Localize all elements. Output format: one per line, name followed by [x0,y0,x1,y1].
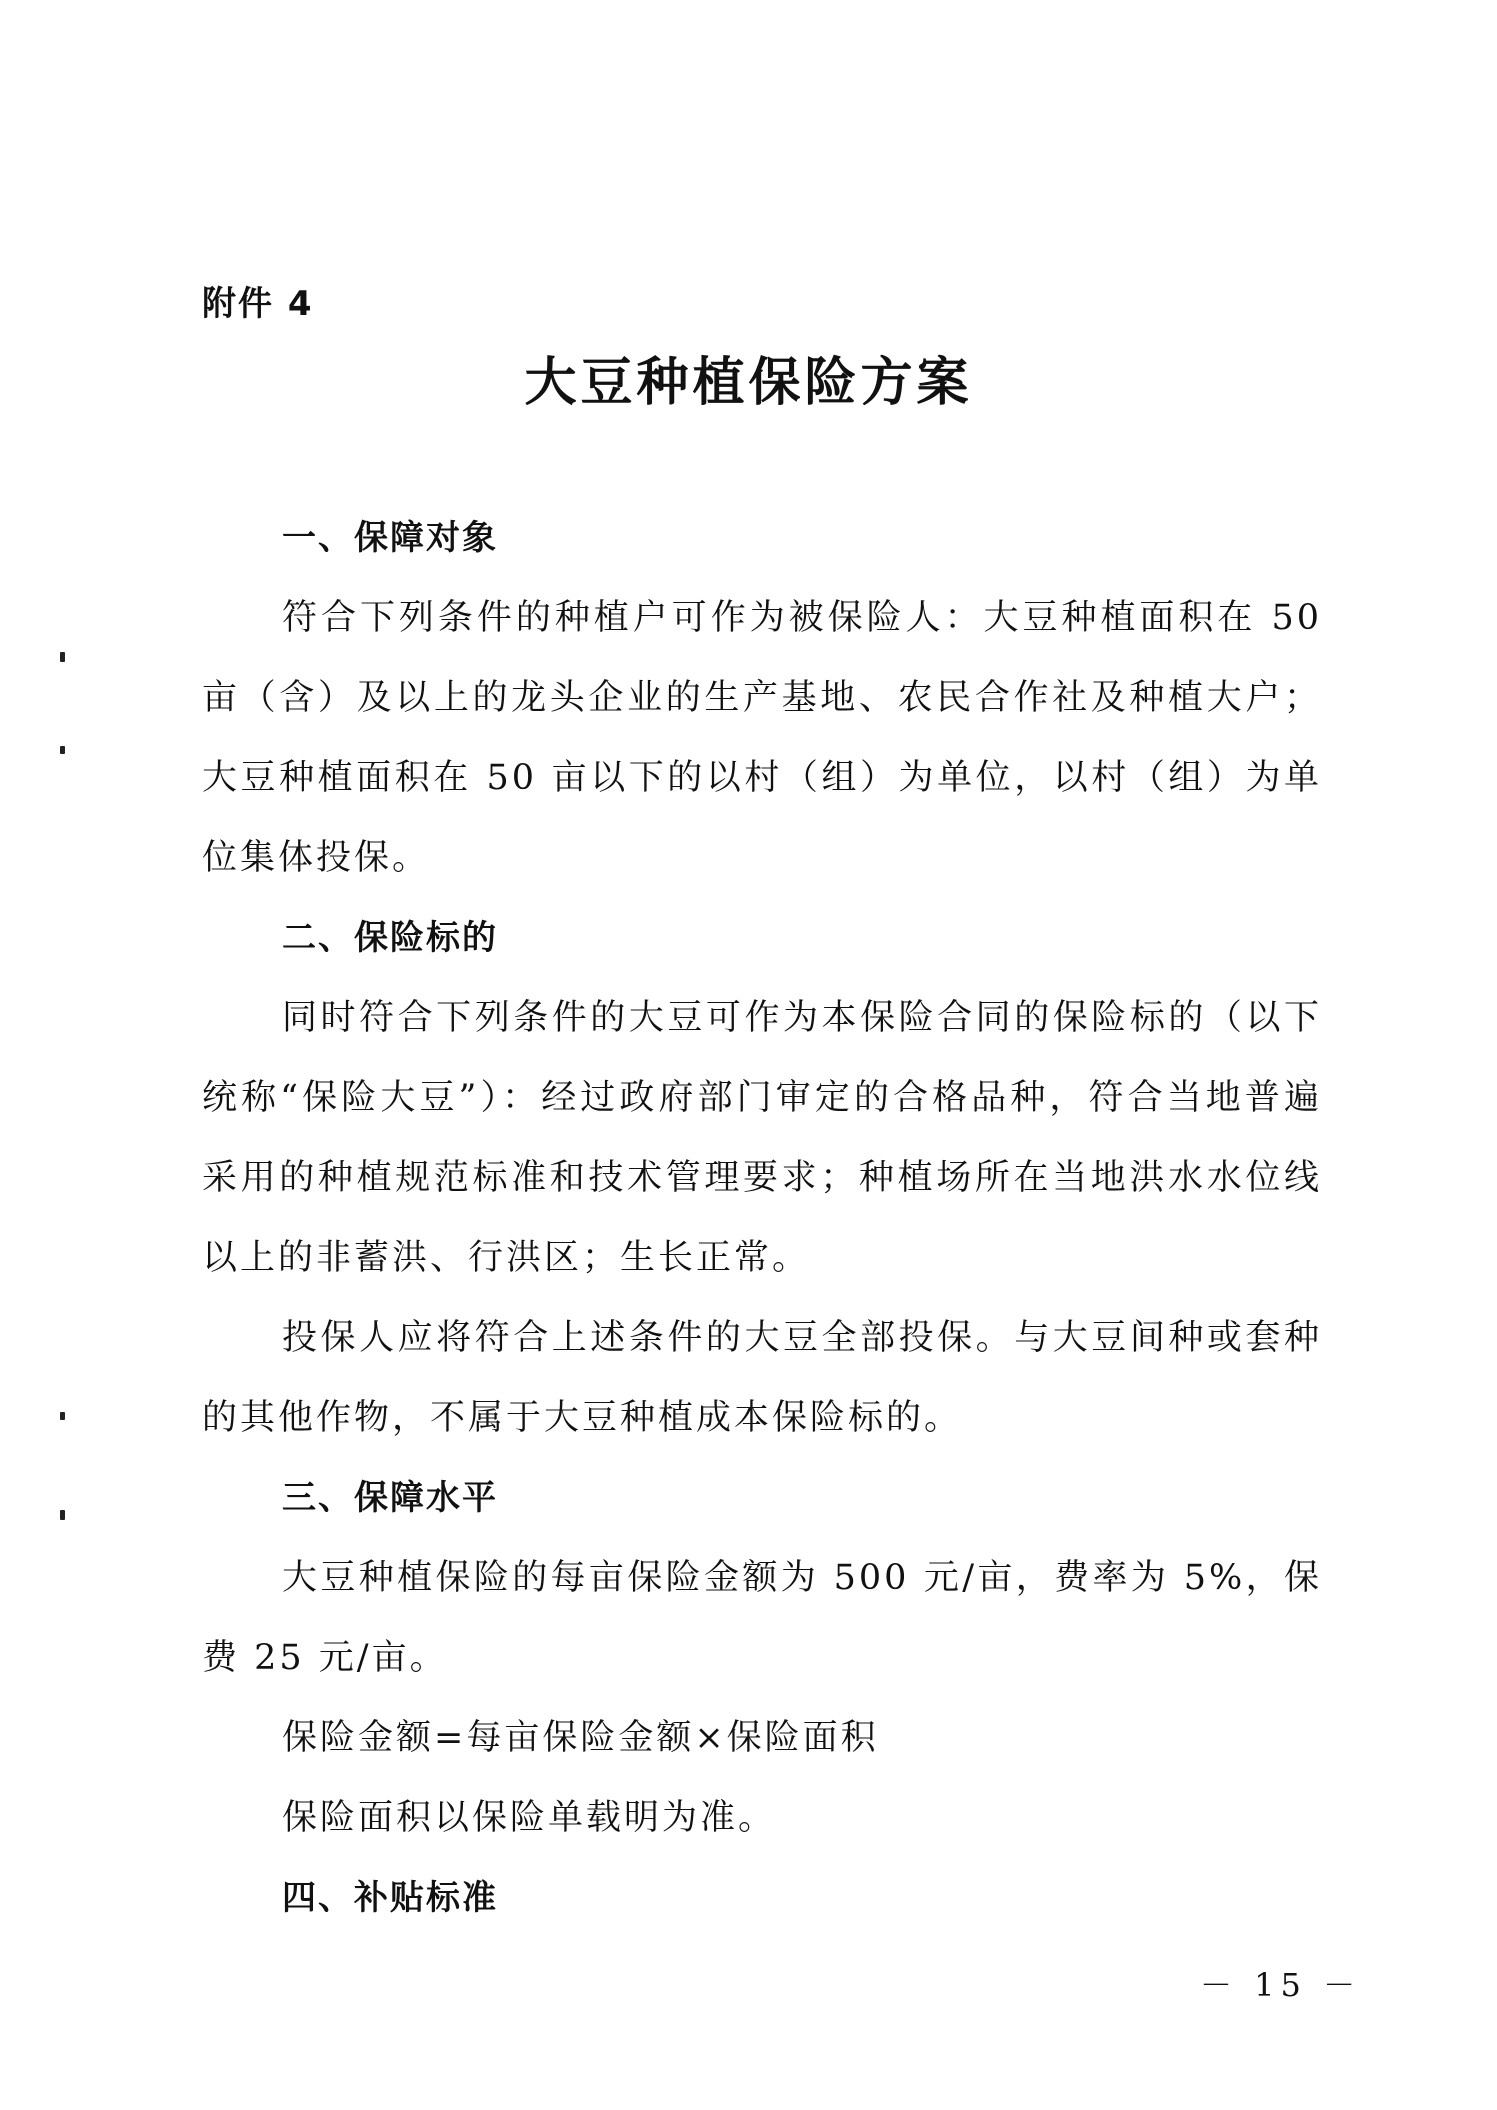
margin-mark [60,652,65,662]
attachment-label: 附件 4 [202,284,314,324]
margin-mark [60,1412,65,1420]
section-paragraph: 符合下列条件的种植户可作为被保险人：大豆种植面积在 50 亩（含）及以上的龙头企业的生产基地、农民合作社及种植大户；大豆种植面积在 50 亩以下的以村（组）为单位，以村（组）为单位集体投保。 [202,598,1322,878]
section-heading: 四、补贴标准 [282,1878,498,1918]
note-line: 保险面积以保险单载明为准。 [282,1798,777,1838]
document-title: 大豆种植保险方案 [524,353,973,413]
page-number: － 15 － [1200,1966,1362,2004]
document-body [202,498,1322,1938]
margin-mark [60,1510,65,1520]
section-heading: 二、保险标的 [282,918,498,958]
section-heading: 一、保障对象 [282,518,498,558]
section-paragraph: 大豆种植保险的每亩保险金额为 500 元/亩，费率为 5%，保费 25 元/亩。 [202,1558,1322,1678]
margin-mark [60,746,65,754]
section-paragraph: 投保人应将符合上述条件的大豆全部投保。与大豆间种或套种的其他作物，不属于大豆种植成本保险标的。 [202,1318,1322,1438]
formula-line: 保险金额=每亩保险金额×保险面积 [282,1718,879,1758]
section-paragraph: 同时符合下列条件的大豆可作为本保险合同的保险标的（以下统称“保险大豆”）：经过政府部门审定的合格品种，符合当地普遍采用的种植规范标准和技术管理要求；种植场所在当地洪水水位线以上的非蓄洪、行洪区；生长正常。 [202,998,1322,1278]
section-heading: 三、保障水平 [282,1478,498,1518]
